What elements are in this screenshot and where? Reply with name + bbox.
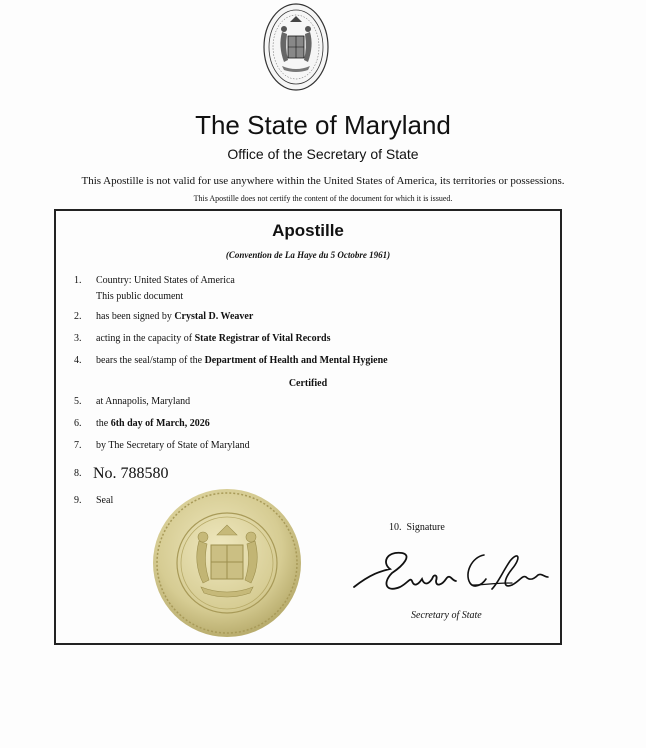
apostille-certificate-box [54, 209, 562, 645]
item-number: 8. [74, 468, 82, 479]
issue-date: 6th day of March, 2026 [110, 418, 210, 429]
handwritten-signature [352, 543, 552, 605]
item-number: 4. [74, 355, 82, 366]
maryland-state-seal-icon [262, 2, 330, 92]
item-number: 3. [74, 333, 82, 344]
signatory-title: Secretary of State [411, 610, 482, 621]
item-number: 7. [74, 440, 82, 451]
capacity-field: acting in the capacity of State Registrar of Vital Records [96, 333, 331, 344]
signature-label: 10. Signature [389, 522, 445, 533]
seal-label: Seal [96, 495, 114, 506]
public-document-line: This public document [96, 291, 184, 302]
seal-stamp-field: bears the seal/stamp of the Department of Health and Mental Hygiene [96, 355, 388, 366]
office-subtitle: Office of the Secretary of State [227, 146, 419, 162]
issuer-field: by The Secretary of State of Maryland [96, 440, 250, 451]
validity-notice: This Apostille is not valid for use anywhere within the United States of America, its territories or possessions. [81, 175, 565, 187]
item-number: 5. [74, 396, 82, 407]
signed-by-field: has been signed by Crystal D. Weaver [96, 311, 254, 322]
content-disclaimer: This Apostille does not certify the content of the document for which it is issued. [193, 194, 453, 203]
page-title: The State of Maryland [195, 110, 451, 140]
signer-capacity: State Registrar of Vital Records [194, 333, 331, 344]
issuing-department: Department of Health and Mental Hygiene [204, 355, 388, 366]
secretary-of-state-seal-icon [151, 487, 303, 639]
item-number: 6. [74, 418, 82, 429]
country-field: Country: United States of America [96, 275, 235, 286]
item-number: 9. [74, 495, 82, 506]
place-field: at Annapolis, Maryland [96, 396, 191, 407]
certificate-heading: Apostille [272, 221, 344, 240]
date-field: the 6th day of March, 2026 [96, 418, 210, 429]
apostille-number: No. 788580 [93, 465, 169, 482]
item-number: 2. [74, 311, 82, 322]
signer-name: Crystal D. Weaver [174, 311, 254, 322]
certified-label: Certified [288, 378, 328, 389]
item-number: 1. [74, 275, 82, 286]
convention-reference: (Convention de La Haye du 5 Octobre 1961) [225, 250, 391, 260]
